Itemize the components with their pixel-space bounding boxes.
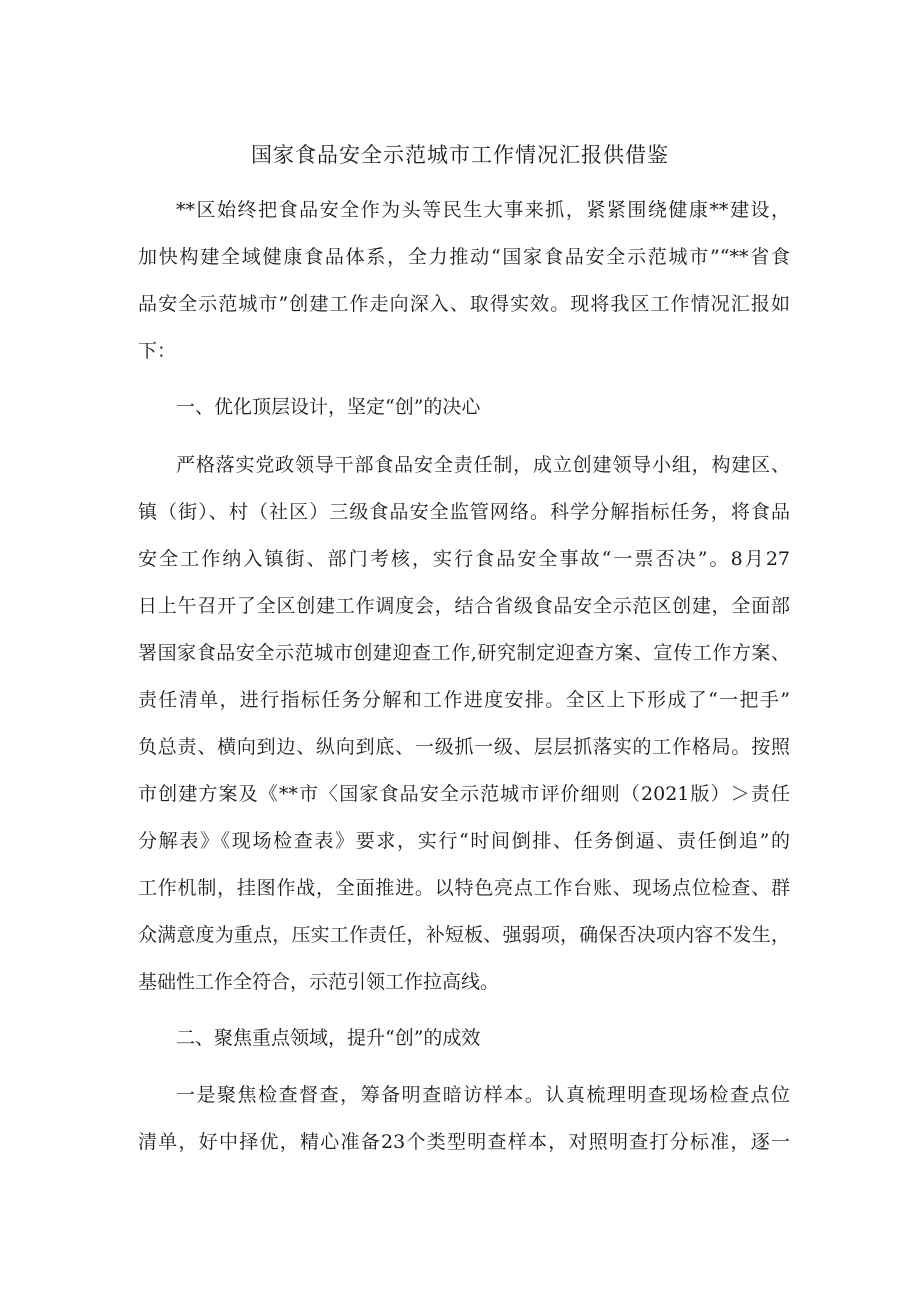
paragraph-line: 责任清单，进行指标任务分解和工作进度安排。全区上下形成了“一把手” — [138, 689, 790, 711]
document-title: 国家食品安全示范城市工作情况汇报供借鉴 — [251, 143, 669, 167]
paragraph-line: 一是聚焦检查督查，筹备明查暗访样本。认真梳理明查现场检查点位 — [176, 1084, 790, 1106]
section-heading: 二、聚焦重点领域，提升“创”的成效 — [176, 1027, 481, 1049]
paragraph-line: 品安全示范城市”创建工作走向深入、取得实效。现将我区工作情况汇报如 — [138, 293, 790, 315]
paragraph-line: 日上午召开了全区创建工作调度会，结合省级食品安全示范区创建，全面部 — [138, 595, 790, 617]
paragraph-line: 镇（街）、村（社区）三级食品安全监管网络。科学分解指标任务，将食品 — [138, 501, 790, 523]
paragraph-line: 分解表》《现场检查表》要求，实行“时间倒排、任务倒逼、责任倒追”的 — [138, 830, 790, 852]
paragraph-line: 安全工作纳入镇街、部门考核，实行食品安全事故“一票否决”。8月27 — [138, 548, 790, 570]
paragraph-line: 市创建方案及《**市〈国家食品安全示范城市评价细则（2021版）＞责任 — [138, 783, 790, 805]
paragraph-line: 清单，好中择优，精心准备23个类型明查样本，对照明查打分标准，逐一 — [138, 1131, 790, 1153]
paragraph-line: 负总责、横向到边、纵向到底、一级抓一级、层层抓落实的工作格局。按照 — [138, 736, 790, 758]
section-heading: 一、优化顶层设计，坚定“创”的决心 — [176, 396, 481, 418]
paragraph-line: 署国家食品安全示范城市创建迎查工作,研究制定迎查方案、宣传工作方案、 — [138, 642, 790, 664]
paragraph-line: 下： — [138, 340, 177, 362]
paragraph-line: 严格落实党政领导干部食品安全责任制，成立创建领导小组，构建区、 — [176, 454, 790, 476]
paragraph-line: 众满意度为重点，压实工作责任，补短板、强弱项，确保否决项内容不发生， — [138, 924, 790, 946]
paragraph-line: 基础性工作全符合，示范引领工作拉高线。 — [138, 971, 500, 993]
paragraph-line: 加快构建全域健康食品体系，全力推动“国家食品安全示范城市”“**省食 — [138, 246, 790, 268]
paragraph-line: **区始终把食品安全作为头等民生大事来抓，紧紧围绕健康**建设， — [176, 199, 790, 221]
paragraph-line: 工作机制，挂图作战，全面推进。以特色亮点工作台账、现场点位检查、群 — [138, 877, 790, 899]
